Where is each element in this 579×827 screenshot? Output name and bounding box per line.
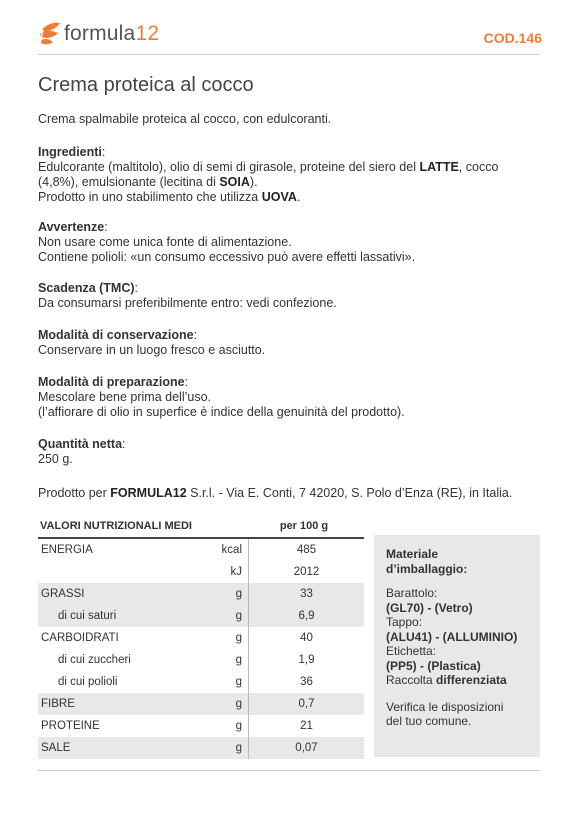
nutrition-row-energy-kj: kJ 2012 (38, 561, 364, 583)
header-divider (38, 54, 540, 55)
expiry-title: Scadenza (TMC) (38, 281, 135, 295)
ingredients-line: Edulcorante (maltitolo), olio di semi di girasole, proteine del siero del LATTE, cocco (38, 160, 499, 174)
nutrition-header-per: per 100 g (279, 520, 329, 532)
nutrition-row-fat: GRASSI g 33 (38, 583, 364, 605)
packaging-label-label: Etichetta: (386, 644, 437, 658)
brand-logo (38, 20, 159, 48)
product-code: COD.146 (483, 30, 542, 46)
logo-text: formula12 (64, 22, 160, 45)
ingredients-title: Ingredienti (38, 145, 102, 159)
nutrition-row-polyols: di cui polioli g 36 (38, 671, 364, 693)
nutrition-row-energy-kcal: ENERGIA kcal 485 (38, 539, 364, 561)
header (38, 18, 542, 54)
expiry-section: Scadenza (TMC): Da consumarsi preferibilmente entro: vedi confezione. (38, 281, 543, 311)
nutrition-row-salt: SALE g 0,07 (38, 737, 364, 759)
nutrition-row-saturated: di cui saturi g 6,9 (38, 605, 364, 627)
packaging-collection: Raccolta differenziata (386, 673, 507, 687)
warnings-line: Non usare come unica fonte di alimentazione. (38, 235, 292, 249)
packaging-cap-code: (ALU41) - (ALLUMINIO) (386, 629, 518, 644)
packaging-box (374, 535, 540, 757)
ingredients-section: Ingredienti: Edulcorante (maltitolo), olio di semi di girasole, proteine del siero del LATTE, cocco (4,8%), emulsionante (lecitina di SOIA). Prodotto in uno stabilimento che utilizza UOVA. (38, 145, 543, 205)
packaging-title: Materiale d’imballaggio: (386, 547, 468, 576)
footer-divider (38, 770, 540, 771)
preparation-line: (l’affiorare di olio in superfice è indice della genuinità del prodotto). (38, 405, 405, 419)
nutrition-row-fibre: FIBRE g 0,7 (38, 693, 364, 715)
producer-line: Prodotto per FORMULA12 S.r.l. - Via E. Conti, 7 42020, S. Polo d’Enza (RE), in Italia. (38, 486, 513, 500)
nutrition-header-label: VALORI NUTRIZIONALI MEDI (40, 520, 192, 532)
preparation-title: Modalità di preparazione (38, 375, 185, 389)
packaging-label-code: (PP5) - (Plastica) (386, 658, 481, 673)
expiry-line: Da consumarsi preferibilmente entro: vedi confezione. (38, 296, 337, 310)
ingredients-line: (4,8%), emulsionante (lecitina di SOIA). (38, 175, 258, 189)
warnings-section: Avvertenze: Non usare come unica fonte di alimentazione. Contiene polioli: «un consumo eccessivo può avere effetti lassativi». (38, 220, 543, 265)
warnings-line: Contiene polioli: «un consumo eccessivo può avere effetti lassativi». (38, 250, 416, 264)
leaf-logo-icon (38, 20, 62, 48)
preparation-line: Mescolare bene prima dell’uso. (38, 390, 212, 404)
quantity-section: Quantità netta: 250 g. (38, 437, 543, 467)
storage-line: Conservare in un luogo fresco e asciutto. (38, 343, 266, 357)
product-description: Crema spalmabile proteica al cocco, con edulcoranti. (38, 112, 332, 126)
storage-section: Modalità di conservazione: Conservare in un luogo fresco e asciutto. (38, 328, 543, 358)
quantity-title: Quantità netta (38, 437, 123, 451)
packaging-jar-code: (GL70) - (Vetro) (386, 600, 473, 615)
ingredients-line: Prodotto in uno stabilimento che utilizza UOVA. (38, 190, 301, 204)
nutrition-row-protein: PROTEINE g 21 (38, 715, 364, 737)
nutrition-table (38, 515, 364, 759)
warnings-title: Avvertenze (38, 220, 105, 234)
nutrition-row-sugars: di cui zuccheri g 1,9 (38, 649, 364, 671)
preparation-section: Modalità di preparazione: Mescolare bene prima dell’uso. (l’affiorare di olio in superfice è indice della genuinità del prodotto). (38, 375, 543, 420)
packaging-cap-label: Tappo: (386, 615, 423, 629)
storage-title: Modalità di conservazione (38, 328, 194, 342)
nutrition-header (38, 515, 364, 537)
nutrition-row-carbohydrates: CARBOIDRATI g 40 (38, 627, 364, 649)
packaging-note: Verifica le disposizioni del tuo comune. (386, 699, 504, 728)
product-title: Crema proteica al cocco (38, 74, 254, 96)
packaging-jar-label: Barattolo: (386, 586, 438, 600)
quantity-line: 250 g. (38, 452, 73, 466)
